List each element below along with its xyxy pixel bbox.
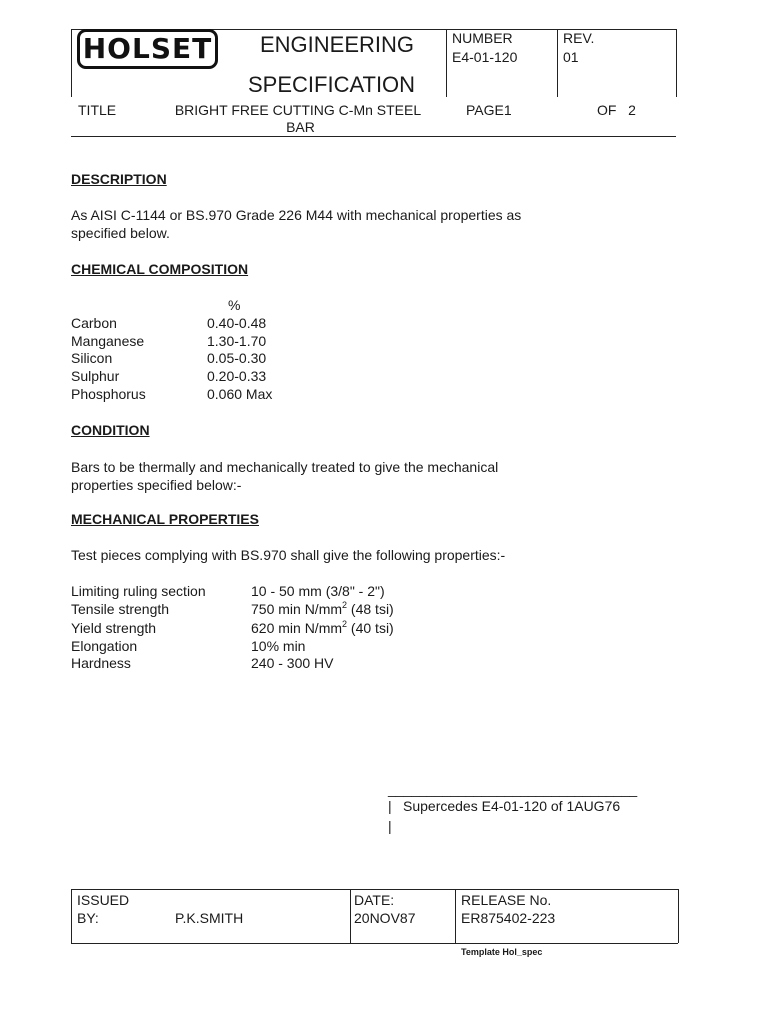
- description-line1: As AISI C-1144 or BS.970 Grade 226 M44 with mechanical properties as: [71, 207, 522, 223]
- header-rev-divider: [557, 29, 558, 97]
- supersedes-rule: ________________________________: [388, 781, 638, 797]
- chem-element-sulphur: Sulphur: [71, 368, 120, 384]
- mech-property-yield: Yield strength: [71, 620, 157, 636]
- footer-top-rule: [71, 889, 678, 890]
- footer-right-rule: [678, 889, 679, 943]
- condition-line2: properties specified below:-: [71, 477, 242, 493]
- logo-text: HOLSET: [82, 32, 213, 65]
- date-label: DATE:: [354, 892, 395, 908]
- number-value: E4-01-120: [452, 49, 518, 65]
- mech-property-ruling-section: Limiting ruling section: [71, 583, 206, 599]
- page-label: PAGE1: [466, 102, 512, 118]
- chem-value-manganese: 1.30-1.70: [207, 333, 267, 349]
- header-right-rule: [676, 29, 677, 97]
- chem-value-sulphur: 0.20-0.33: [207, 368, 267, 384]
- footer-left-rule: [71, 889, 72, 943]
- rev-label: REV.: [563, 30, 595, 46]
- chem-element-manganese: Manganese: [71, 333, 145, 349]
- chem-value-phosphorus: 0.060 Max: [207, 386, 273, 402]
- mech-value-hardness: 240 - 300 HV: [251, 655, 334, 671]
- date-value: 20NOV87: [354, 910, 416, 926]
- chem-element-phosphorus: Phosphorus: [71, 386, 146, 402]
- mechanical-intro: Test pieces complying with BS.970 shall give the following properties:-: [71, 547, 506, 563]
- description-heading: DESCRIPTION: [71, 171, 167, 187]
- footer-bottom-rule: [71, 943, 678, 944]
- release-value: ER875402-223: [461, 910, 556, 926]
- chem-element-carbon: Carbon: [71, 315, 117, 331]
- doc-title-line2: SPECIFICATION: [248, 72, 416, 97]
- template-note: Template Hol_spec: [461, 947, 543, 957]
- chem-value-carbon: 0.40-0.48: [207, 315, 267, 331]
- page-of-label: OF 2: [597, 102, 636, 118]
- footer-release-divider: [455, 889, 456, 943]
- issued-by-label: BY:: [77, 910, 99, 926]
- supersedes-bar-top: |: [388, 798, 392, 814]
- mechanical-heading: MECHANICAL PROPERTIES: [71, 511, 259, 527]
- mech-value-tensile: 750 $\min N/mm^2$ (48 tsi): [251, 600, 394, 617]
- holset-logo: [77, 29, 218, 69]
- title-label: TITLE: [78, 102, 117, 118]
- issued-label: ISSUED: [77, 892, 130, 908]
- condition-heading: CONDITION: [71, 422, 150, 438]
- mech-value-ruling-section: 10 - 50 mm (3/8" - 2"): [251, 583, 385, 599]
- chem-value-silicon: 0.05-0.30: [207, 350, 267, 366]
- issued-by-value: P.K.SMITH: [175, 910, 244, 926]
- header-left-rule: [71, 29, 72, 97]
- chemical-heading: CHEMICAL COMPOSITION: [71, 261, 249, 277]
- release-label: RELEASE No.: [461, 892, 552, 908]
- supersedes-bar-bottom: |: [388, 818, 392, 834]
- mech-property-elongation: Elongation: [71, 638, 138, 654]
- header-number-divider: [446, 29, 447, 97]
- mech-property-tensile: Tensile strength: [71, 601, 170, 617]
- header-bottom-rule: [71, 136, 676, 137]
- condition-line1: Bars to be thermally and mechanically treated to give the mechanical: [71, 459, 499, 475]
- rev-value: 01: [563, 49, 579, 65]
- mech-value-elongation: 10% min: [251, 638, 306, 654]
- doc-title-line1: ENGINEERING: [260, 32, 415, 57]
- description-line2: specified below.: [71, 225, 170, 241]
- number-label: NUMBER: [452, 30, 513, 46]
- chemical-unit: %: [228, 297, 241, 313]
- chem-element-silicon: Silicon: [71, 350, 113, 366]
- mech-property-hardness: Hardness: [71, 655, 131, 671]
- mech-value-yield: 620 $\min N/mm^2$ (40 tsi): [251, 619, 394, 636]
- supersedes-text: Supercedes E4-01-120 of 1AUG76: [403, 798, 621, 814]
- footer-date-divider: [350, 889, 351, 943]
- title-value-line2: BAR: [286, 119, 315, 135]
- title-value-line1: BRIGHT FREE CUTTING C-Mn STEEL: [174, 102, 422, 118]
